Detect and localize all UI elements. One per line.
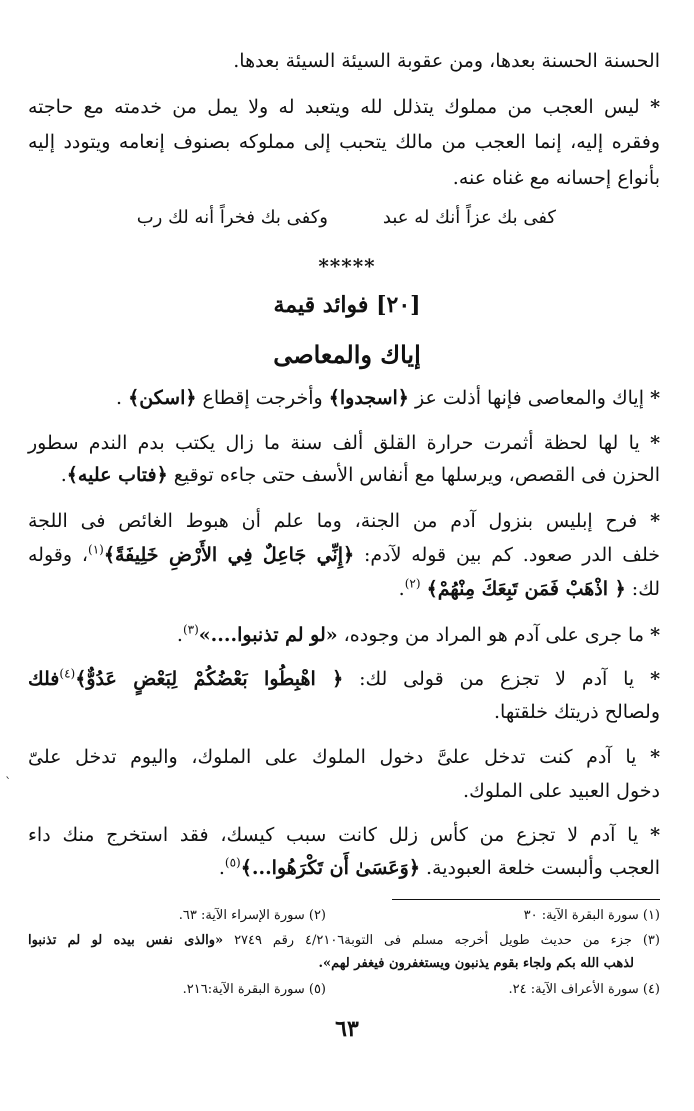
paragraph-line [28,742,660,772]
bullet: * [650,824,660,846]
paragraph-line [28,664,660,694]
page-number: ٦٣ [335,1016,359,1042]
footnote [28,932,660,950]
footnote-continuation: لذهب الله بكم ولجاء بقوم يذنبون ويستغفرون فيغفر لهم». [318,956,634,971]
text: إياك والمعاصى فإنها أذلت عز [408,387,645,409]
bullet: * [650,668,660,690]
text: فرح إبليس بنزول آدم من الجنة، وما علم أن هبوط الغائص فى اللجة [28,510,638,532]
text: (٣) جزء من حديث طويل أخرجه مسلم فى التوبة٤/٢١٠٦ رقم ٢٧٤٩ [223,933,660,948]
paragraph-line [28,540,660,570]
quran-quote: ﴿ اهْبِطُوا بَعْضُكُمْ لِبَعْضٍ عَدُوٌّ﴾ [75,668,344,690]
text: يا آدم كنت تدخل علىَّ دخول الملوك على الملوك، واليوم تدخل علىّ [28,746,637,768]
text: العجب وألبست خلعة العبودية. [419,857,660,879]
verse-hemistich-left: وكفى بك فخراً أنه لك رب [136,207,328,228]
text: يا آدم لا تجزع من قولى لك: [343,668,635,690]
section-title: [٢٠] فوائد قيمة [273,292,421,318]
paragraph-line [28,428,660,458]
text: يا آدم لا تجزع من كأس زلل كانت سبب كيسك، فقد استخرج منك داء [28,824,639,846]
text: فلك [28,668,60,690]
text-line: الحسنة الحسنة بعدها، ومن عقوبة السيئة السيئة بعدها. [233,50,660,72]
text: الحزن فى القصص، ويرسلها مع أنفاس الأسف حتى جاءه توقيع [167,464,660,486]
bullet: * [650,432,660,454]
paragraph-line [28,460,660,490]
text: يا لها لحظة أثمرت حرارة القلق ألف سنة ما زال يكتب بدم الندم سطور [28,432,640,454]
text: . [115,387,129,409]
paragraph-line [28,620,660,650]
line-text: ليس العجب من مملوك يتذلل لله ويتعبد له ولا يمل من خدمته مع حاجته [28,96,640,118]
text: خلف الدر صعود. كم بين قوله لآدم: [354,544,660,566]
footnote-ref: (٣) [182,622,199,637]
bullet: * [650,510,660,532]
margin-mark: ` [5,776,12,791]
text: لك: [625,578,660,600]
paragraph-line [28,383,660,413]
text: ما جرى على آدم هو المراد من وجوده، [337,624,645,646]
bullet: * [650,746,660,768]
paragraph-line [28,853,660,883]
quran-quote: ﴿اسكن﴾ [128,387,197,409]
separator-stars: ***** [318,254,376,278]
footnote: (٥) سورة البقرة الآية:٢١٦. [182,982,326,997]
text: . [176,624,183,646]
verse-hemistich-right: كفى بك عزاً أنك له عبد [382,207,556,228]
footnote-divider [392,899,660,900]
footnote-ref: (٥) [224,855,241,870]
text: . [398,578,405,600]
footnote-ref: (٤) [59,666,76,681]
quran-quote: ﴿ اذْهَبْ فَمَن تَبِعَكَ مِنْهُمْ﴾ [426,578,626,600]
quran-quote: ﴿اسجدوا﴾ [328,387,409,409]
text: ، وقوله [28,544,89,566]
text-line: بأنواع إحسانه مع غناه عنه. [452,167,660,189]
paragraph-line: ولصالح ذريتك خلقتها. [494,701,660,723]
text: . [60,464,67,486]
footnote: (١) سورة البقرة الآية: ٣٠ [523,908,660,923]
paragraph-line [28,506,660,536]
quran-quote: ﴿إِنِّي جَاعِلٌ فِي الأَرْضِ خَلِيفَةً﴾ [103,544,355,566]
hadith-quote: «لو لم تذنبوا....» [198,624,338,646]
text-line: وفقره إليه، إنما العجب من مالك يتحبب إلى مملوكه بصنوف إنعامه ويتودد إليه [28,131,660,153]
bullet: * [650,624,660,646]
footnote: (٤) سورة الأعراف الآية: ٢٤. [508,982,660,997]
text: . [218,857,225,879]
quran-quote: ﴿وَعَسَىٰ أَن تَكْرَهُوا...﴾ [240,857,420,879]
section-subtitle: إياك والمعاصى [273,340,421,369]
footnote-ref: (٢) [404,576,421,591]
text: وأخرجت إقطاع [196,387,329,409]
paragraph-line: دخول العبيد على الملوك. [463,780,660,802]
quran-quote: ﴿فتاب عليه﴾ [66,464,168,486]
footnote: (٢) سورة الإسراء الآية: ٦٣. [178,908,326,923]
paragraph-line [28,574,660,604]
paragraph-line [28,820,660,850]
hadith-quote: «والذى نفس بيده لو لم تذنبوا [28,933,224,948]
text-line [28,92,660,122]
bullet: * [650,96,660,118]
footnote-ref: (١) [88,542,104,557]
bullet: * [650,387,660,409]
